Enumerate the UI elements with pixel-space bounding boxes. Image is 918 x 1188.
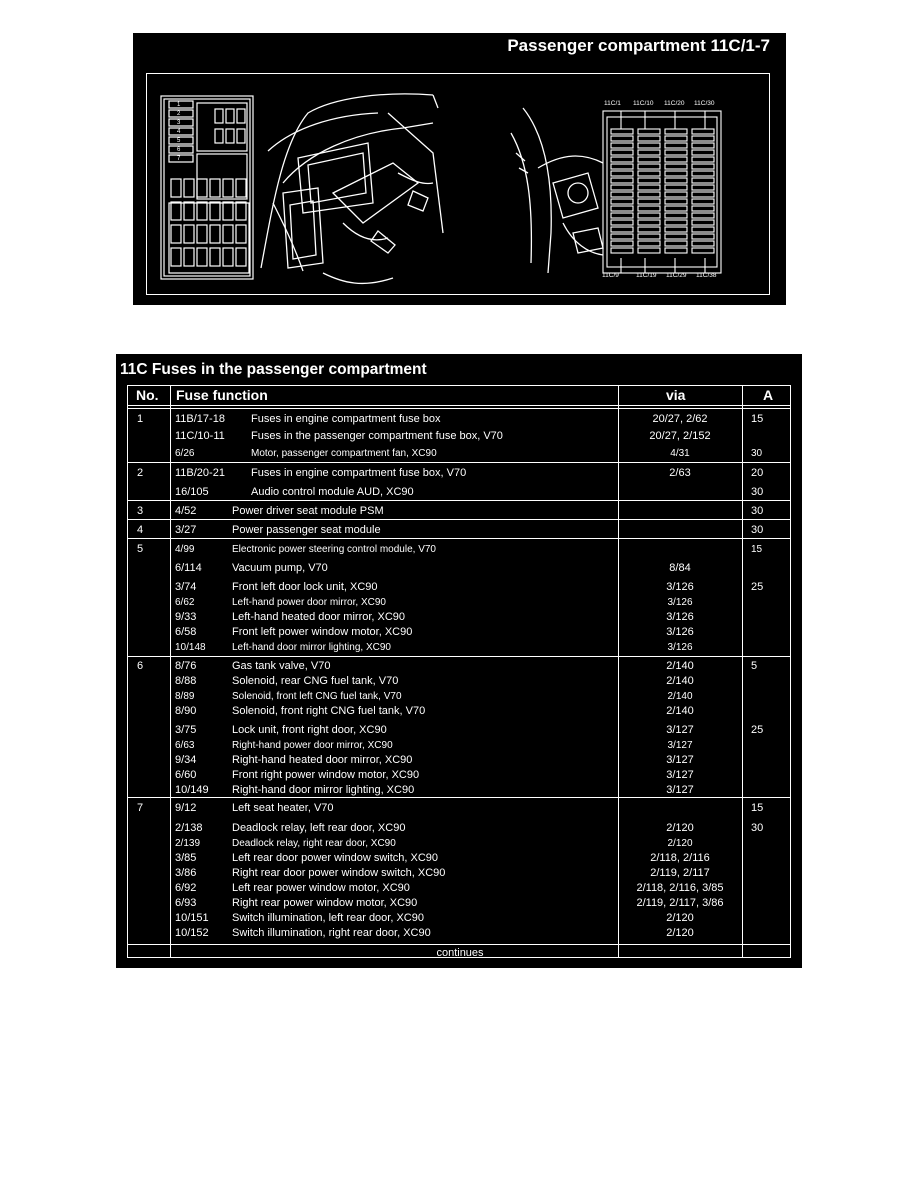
interior-sketch: [511, 108, 603, 273]
panel-label-3: 3: [177, 120, 181, 126]
fuse-code: 10/148: [175, 642, 206, 653]
diagram-drawing: [133, 33, 786, 305]
table-title: 11C Fuses in the passenger compartment: [120, 361, 427, 378]
fuse-function: Right rear door power window switch, XC90: [232, 867, 446, 879]
footer-divider: [128, 944, 790, 945]
panel-label-2: 2: [177, 111, 181, 117]
fuse-code: 3/75: [175, 724, 197, 736]
group-divider: [128, 519, 790, 520]
fuse-via: 3/127: [667, 740, 693, 751]
fuse-amperage: 25: [751, 724, 764, 736]
fuse-code: 6/114: [175, 562, 202, 574]
fuse-amperage: 30: [751, 524, 764, 536]
fuse-code: 6/26: [175, 448, 195, 459]
header-amp: A: [763, 387, 774, 403]
fuse-number: 6: [137, 660, 144, 672]
fuse-code: 8/88: [175, 675, 197, 687]
fuse-code: 8/89: [175, 691, 195, 702]
fuse-function: Motor, passenger compartment fan, XC90: [251, 448, 437, 459]
fuse-via: 2/140: [666, 675, 694, 687]
panel-label-6: 6: [177, 147, 181, 153]
fuse-function: Deadlock relay, left rear door, XC90: [232, 822, 406, 834]
fuse-function: Fuses in engine compartment fuse box: [251, 413, 441, 425]
fuse-via: 2/118, 2/116, 3/85: [636, 882, 724, 894]
fuse-code: 4/99: [175, 544, 195, 555]
table-footer-continues: continues: [436, 947, 484, 959]
fuse-via: 3/127: [666, 754, 694, 766]
fuse-function: Switch illumination, left rear door, XC90: [232, 912, 424, 924]
header-function: Fuse function: [176, 387, 268, 403]
header-divider: [128, 405, 790, 406]
fuse-function: Power passenger seat module: [232, 524, 381, 536]
fuse-via: 20/27, 2/62: [652, 413, 708, 425]
fuse-via: 3/126: [667, 597, 693, 608]
fuse-function: Switch illumination, right rear door, XC90: [232, 927, 431, 939]
fuse-function: Right-hand door mirror lighting, XC90: [232, 784, 415, 796]
fuse-amperage: 20: [751, 467, 764, 479]
fuse-via: 2/140: [667, 691, 693, 702]
fuse-via: 2/120: [666, 822, 694, 834]
fusebox-label-top-3: 11C/20: [664, 100, 685, 107]
fuse-code: 10/149: [175, 784, 209, 796]
fuse-via: 8/84: [669, 562, 691, 574]
column-divider: [170, 386, 171, 957]
group-divider: [128, 500, 790, 501]
fuse-table-panel: [116, 354, 802, 968]
fuse-location-diagram: [133, 33, 786, 305]
fuse-table: [127, 385, 791, 958]
fuse-code: 8/90: [175, 705, 197, 717]
fuse-number: 1: [137, 413, 144, 425]
fuse-code: 8/76: [175, 660, 197, 672]
fuse-function: Left rear power window motor, XC90: [232, 882, 410, 894]
fuse-via: 3/127: [666, 769, 694, 781]
fuse-function: Vacuum pump, V70: [232, 562, 328, 574]
fusebox-label-top-2: 11C/10: [633, 100, 654, 107]
fuse-via: 3/126: [667, 642, 693, 653]
fuse-function: Front right power window motor, XC90: [232, 769, 420, 781]
fusebox-label-bottom-4: 11C/38: [696, 272, 717, 279]
fusebox-label-bottom-1: 11C/9: [602, 272, 619, 279]
panel-label-1: 1: [177, 102, 181, 108]
fuse-function: Right-hand heated door mirror, XC90: [232, 754, 413, 766]
dashboard-sketch: [261, 94, 443, 284]
column-divider: [742, 386, 743, 957]
fuse-code: 6/62: [175, 597, 195, 608]
fuse-amperage: 30: [751, 505, 764, 517]
fuse-code: 9/34: [175, 754, 197, 766]
fuse-code: 6/93: [175, 897, 197, 909]
fuse-code: 11B/17-18: [175, 413, 225, 425]
group-divider: [128, 797, 790, 798]
fuse-function: Right-hand power door mirror, XC90: [232, 740, 393, 751]
fuse-code: 3/86: [175, 867, 197, 879]
fuse-via: 2/63: [669, 467, 691, 479]
fuse-function: Solenoid, rear CNG fuel tank, V70: [232, 675, 399, 687]
fuse-code: 11C/10-11: [175, 430, 225, 442]
fuse-function: Electronic power steering control module, V70: [232, 544, 436, 555]
fuse-via: 3/126: [666, 611, 694, 623]
fuse-amperage: 25: [751, 581, 764, 593]
header-divider: [128, 408, 790, 409]
fuse-function: Deadlock relay, right rear door, XC90: [232, 838, 396, 849]
fuse-function: Front left door lock unit, XC90: [232, 581, 378, 593]
fuse-via: 2/140: [666, 705, 694, 717]
group-divider: [128, 538, 790, 539]
fuse-via: 2/118, 2/116: [650, 852, 710, 864]
fuse-via: 3/127: [666, 724, 694, 736]
fuse-number: 5: [137, 543, 144, 555]
fuse-via: 2/120: [666, 912, 694, 924]
fuse-code: 11B/20-21: [175, 467, 225, 479]
fuse-number: 4: [137, 524, 144, 536]
fuse-code: 9/12: [175, 802, 197, 814]
fuse-function: Solenoid, front left CNG fuel tank, V70: [232, 691, 402, 702]
fuse-function: Fuses in the passenger compartment fuse box, V70: [251, 430, 503, 442]
group-divider: [128, 462, 790, 463]
fuse-panel-schematic: [161, 96, 253, 279]
fuse-function: Power driver seat module PSM: [232, 505, 384, 517]
fuse-number: 7: [137, 802, 144, 814]
fuse-amperage: 15: [751, 544, 763, 555]
fuse-amperage: 15: [751, 802, 764, 814]
fuse-code: 2/139: [175, 838, 201, 849]
fuse-via: 2/120: [667, 838, 693, 849]
fuse-function: Left-hand door mirror lighting, XC90: [232, 642, 391, 653]
fuse-amperage: 15: [751, 413, 764, 425]
panel-label-4: 4: [177, 129, 181, 135]
fusebox-label-top-4: 11C/30: [694, 100, 715, 107]
fuse-via: 3/127: [666, 784, 694, 796]
fuse-amperage: 30: [751, 822, 764, 834]
fuse-function: Left-hand power door mirror, XC90: [232, 597, 386, 608]
diagram-title: Passenger compartment 11C/1-7: [507, 36, 770, 55]
fuse-code: 3/74: [175, 581, 197, 593]
group-divider: [128, 656, 790, 657]
fuse-amperage: 30: [751, 448, 763, 459]
fuse-function: Left-hand heated door mirror, XC90: [232, 611, 406, 623]
fuse-code: 6/60: [175, 769, 197, 781]
fusebox-label-bottom-2: 11C/19: [636, 272, 657, 279]
fuse-code: 2/138: [175, 822, 203, 834]
fuse-via: 2/120: [666, 927, 694, 939]
fuse-function: Solenoid, front right CNG fuel tank, V70: [232, 705, 426, 717]
fuse-via: 4/31: [670, 448, 690, 459]
fuse-function: Fuses in engine compartment fuse box, V70: [251, 467, 467, 479]
fuse-function: Lock unit, front right door, XC90: [232, 724, 387, 736]
fuse-function: Right rear power window motor, XC90: [232, 897, 418, 909]
fuse-via: 2/119, 2/117: [650, 867, 710, 879]
fuse-code: 10/151: [175, 912, 209, 924]
fuse-number: 2: [137, 467, 144, 479]
fuse-code: 3/27: [175, 524, 197, 536]
fuse-code: 9/33: [175, 611, 197, 623]
fuse-code: 6/92: [175, 882, 197, 894]
fuse-function: Audio control module AUD, XC90: [251, 486, 414, 498]
fuse-via: 2/119, 2/117, 3/86: [636, 897, 724, 909]
panel-label-5: 5: [177, 138, 181, 144]
panel-label-7: 7: [177, 156, 181, 162]
fuse-function: Gas tank valve, V70: [232, 660, 331, 672]
fuse-via: 3/126: [666, 581, 694, 593]
fuse-number: 3: [137, 505, 144, 517]
fuse-code: 6/58: [175, 626, 197, 638]
fuse-via: 2/140: [666, 660, 694, 672]
header-via: via: [666, 387, 686, 403]
fuse-function: Left rear door power window switch, XC90: [232, 852, 439, 864]
fuse-amperage: 5: [751, 660, 758, 672]
fuse-function: Left seat heater, V70: [232, 802, 334, 814]
fuse-code: 6/63: [175, 740, 195, 751]
fuse-code: 10/152: [175, 927, 209, 939]
fuse-via: 20/27, 2/152: [649, 430, 711, 442]
fuse-code: 4/52: [175, 505, 197, 517]
fuse-code: 16/105: [175, 486, 209, 498]
fusebox-label-bottom-3: 11C/29: [666, 272, 687, 279]
fuse-via: 3/126: [666, 626, 694, 638]
fuse-function: Front left power window motor, XC90: [232, 626, 413, 638]
fuse-code: 3/85: [175, 852, 197, 864]
fusebox-drawing: [603, 111, 721, 273]
header-no: No.: [136, 387, 159, 403]
fusebox-label-top-1: 11C/1: [604, 100, 621, 107]
fuse-amperage: 30: [751, 486, 764, 498]
